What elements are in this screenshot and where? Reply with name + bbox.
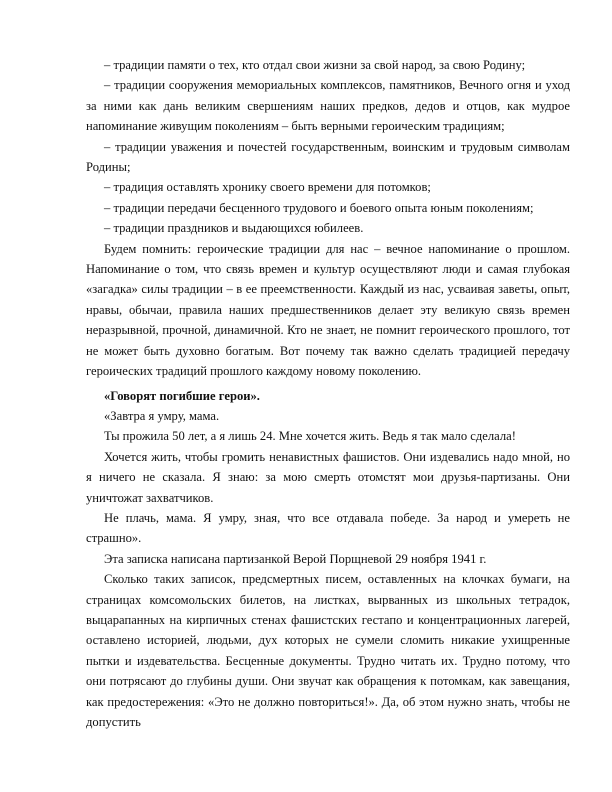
letter-line-1: «Завтра я умру, мама. [104, 408, 220, 423]
letter-attribution: Эта записка написана партизанкой Верой Порщневой 29 ноября 1941 г. [104, 551, 487, 566]
tradition-item-5: – традиции передачи бесценного трудового и боевого опыта юным поколениям; [104, 200, 534, 215]
closing-paragraph: Сколько таких записок, предсмертных писем, оставленных на клочках бумаги, на страницах комсомольских билетов, на листках, вырванных из школьных тетрадок, выцарапанных на кирпичных стенах фашистских гестапо и концентрационных лагерей, оставлено историей, людьми, дух которых не сумели сломить никакие ухищренные пытки и издевательства. Бесценные документы. Трудно читать их. Трудно потому, что они потрясают до глубины души. Они звучат как обращения к потомкам, как завещания, как предостережения: «Это не должно повториться!». Да, об этом нужно знать, чтобы не допустить [86, 572, 570, 729]
tradition-item-3: – традиции уважения и почестей государственным, воинским и трудовым символам Родины; [86, 139, 570, 175]
tradition-item-1: – традиции памяти о тех, кто отдал свои жизни за свой народ, за свою Родину; [104, 58, 526, 72]
letter-line-4: Не плачь, мама. Я умру, зная, что все отдавала победе. За народ и умереть не страшно». [86, 510, 570, 546]
document-page [86, 55, 570, 732]
summary-paragraph: Будем помнить: героические традиции для нас – вечное напоминание о прошлом. Напоминание о том, что связь времен и культур осуществляют люди и самая глубокая «загадка» силы традиции – в ее преемственности. Каждый из нас, усваивая заветы, опыт, нравы, обычаи, правила наших предшественников делает эту великую связь времен неразрывной, прочной, динамичной. Кто не знает, не помнит героического прошлого, тот не может быть духовно богатым. Вот почему так важно сделать традицией передачу героических традиций прошлого каждому новому поколению. [86, 241, 570, 379]
tradition-item-6: – традиции праздников и выдающихся юбилеев. [104, 221, 364, 236]
section-heading: «Говорят погибшие герои». [104, 388, 260, 403]
letter-line-2: Ты прожила 50 лет, а я лишь 24. Мне хочется жить. Ведь я так мало сделала! [104, 429, 516, 444]
tradition-item-2: – традиции сооружения мемориальных комплексов, памятников, Вечного огня и уход за ними как дань великим свершениям наших предков, дедов и отцов, как мудрое напоминание живущим поколениям – быть верными героическим традициям; [86, 78, 570, 134]
letter-line-3: Хочется жить, чтобы громить ненавистных фашистов. Они издевались надо мной, но я ничего не сказала. Я знаю: за мою смерть отомстят мои друзья-партизаны. Они уничтожат захватчиков. [86, 449, 570, 505]
tradition-item-4: – традиция оставлять хронику своего времени для потомков; [104, 180, 431, 195]
